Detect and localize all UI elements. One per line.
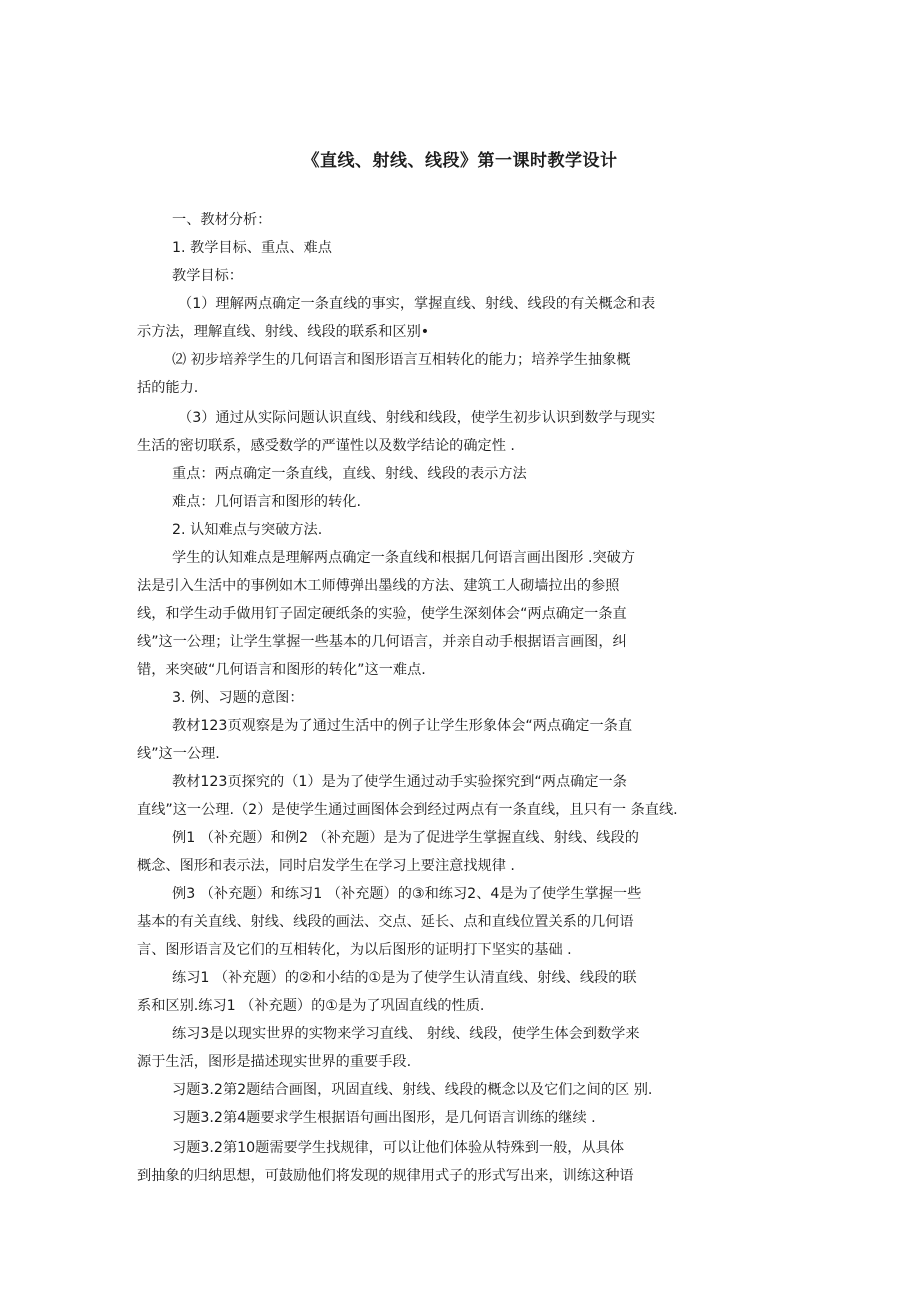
label-teaching-goals: 教学目标： bbox=[172, 268, 243, 284]
text-line: ⑵ 初步培养学生的几何语言和图形语言互相转化的能力；培养学生抽象概 bbox=[172, 352, 631, 368]
text-line: 例3 （补充题）和练习1 （补充题）的③和练习2、4是为了使学生掌握一些 bbox=[172, 886, 642, 902]
subheading-goals: 1. 教学目标、重点、难点 bbox=[172, 240, 332, 256]
text-line: （3）通过从实际问题认识直线、射线和线段，使学生初步认识到数学与现实 bbox=[178, 410, 656, 426]
text-line: 线”这一公理. bbox=[137, 746, 220, 762]
difficult-points: 难点：几何语言和图形的转化. bbox=[172, 494, 361, 510]
text-line: 线，和学生动手做用钉子固定硬纸条的实验，使学生深刻体会“两点确定一条直 bbox=[137, 606, 627, 622]
section-heading-textbook-analysis: 一、教材分析： bbox=[172, 212, 272, 228]
text-line: 括的能力. bbox=[137, 380, 199, 396]
text-line: 法是引入生活中的事例如木工师傅弹出墨线的方法、建筑工人砌墙拉出的参照 bbox=[137, 578, 620, 594]
text-line: 例1 （补充题）和例2 （补充题）是为了促进学生掌握直线、射线、线段的 bbox=[172, 830, 639, 846]
document-title: 《直线、射线、线段》第一课时教学设计 bbox=[302, 151, 618, 171]
text-line: 生活的密切联系，感受数学的严谨性以及数学结论的确定性 . bbox=[137, 438, 515, 454]
text-line: 概念、图形和表示法，同时启发学生在学习上要注意找规律 . bbox=[137, 858, 515, 874]
text-line: 示方法，理解直线、射线、线段的联系和区别• bbox=[137, 324, 430, 340]
text-line: 线”这一公理；让学生掌握一些基本的几何语言，并亲自动手根据语言画图，纠 bbox=[137, 634, 627, 650]
text-line: 错，来突破“几何语言和图形的转化”这一难点. bbox=[137, 662, 426, 678]
text-line: 习题3.2第2题结合画图，巩固直线、射线、线段的概念以及它们之间的区 别. bbox=[172, 1082, 653, 1098]
text-line: 到抽象的归纳思想，可鼓励他们将发现的规律用式子的形式写出来，训练这种语 bbox=[137, 1168, 634, 1184]
text-line: 练习1 （补充题）的②和小结的①是为了使学生认清直线、射线、线段的联 bbox=[172, 970, 637, 986]
text-line: 教材123页探究的（1）是为了使学生通过动手实验探究到“两点确定一条 bbox=[172, 774, 627, 790]
text-line: 基本的有关直线、射线、线段的画法、交点、延长、点和直线位置关系的几何语 bbox=[137, 914, 634, 930]
key-points: 重点：两点确定一条直线，直线、射线、线段的表示方法 bbox=[172, 466, 527, 482]
text-line: 习题3.2第4题要求学生根据语句画出图形，是几何语言训练的继续 . bbox=[172, 1110, 596, 1126]
text-line: （1）理解两点确定一条直线的事实，掌握直线、射线、线段的有关概念和表 bbox=[178, 296, 656, 312]
subheading-exercises: 3. 例、习题的意图： bbox=[172, 690, 304, 706]
subheading-difficulties: 2. 认知难点与突破方法. bbox=[172, 522, 323, 538]
text-line: 系和区别.练习1 （补充题）的①是为了巩固直线的性质. bbox=[137, 998, 485, 1014]
text-line: 教材123页观察是为了通过生活中的例子让学生形象体会“两点确定一条直 bbox=[172, 718, 633, 734]
text-line: 言、图形语言及它们的互相转化，为以后图形的证明打下坚实的基础 . bbox=[137, 942, 572, 958]
text-line: 直线”这一公理.（2）是使学生通过画图体会到经过两点有一条直线，且只有一 条直线. bbox=[137, 802, 678, 818]
text-line: 学生的认知难点是理解两点确定一条直线和根据几何语言画出图形 .突破方 bbox=[172, 550, 636, 566]
text-line: 习题3.2第10题需要学生找规律，可以让他们体验从特殊到一般，从具体 bbox=[172, 1140, 625, 1156]
text-line: 源于生活，图形是描述现实世界的重要手段. bbox=[137, 1054, 412, 1070]
text-line: 练习3是以现实世界的实物来学习直线、 射线、线段，使学生体会到数学来 bbox=[172, 1026, 640, 1042]
